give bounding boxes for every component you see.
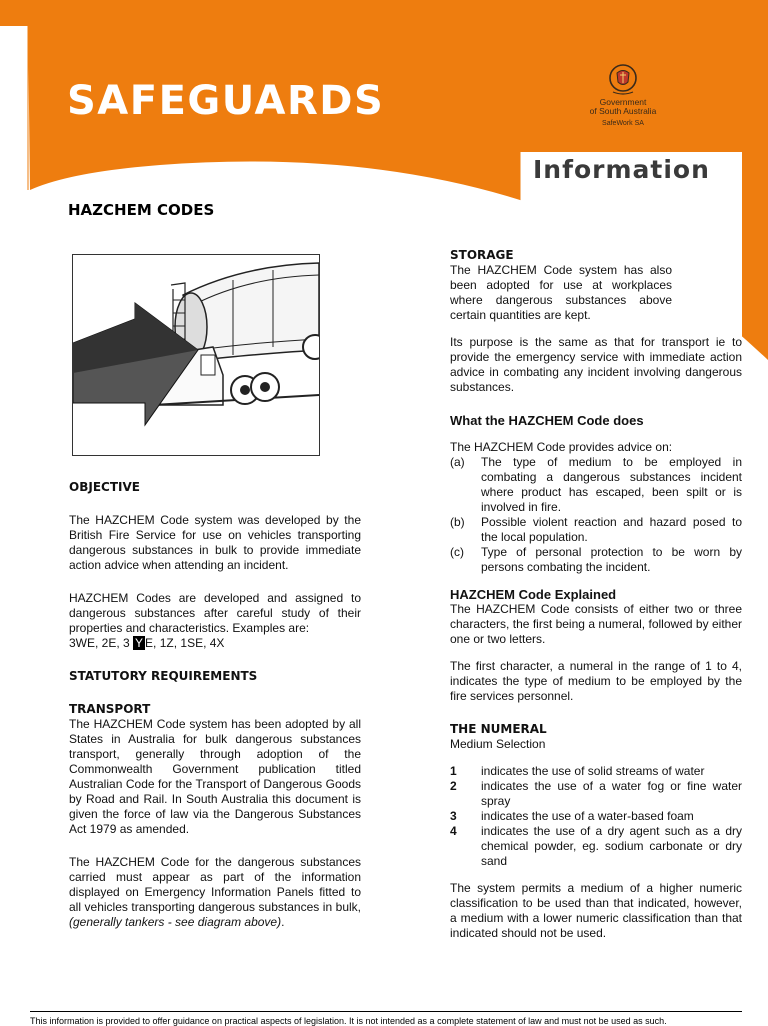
examples-highlight: Y — [135, 636, 144, 650]
advice-list-item — [450, 545, 742, 575]
transport-p2-main: The HAZCHEM Code for the dangerous substances carried must appear as part of the information displayed on Emergency Information Panels fitted to all vehicles transporting dangerous substances in bulk, — [69, 855, 361, 914]
logo-text-state: of South Australia — [589, 106, 657, 116]
objective-heading: OBJECTIVE — [69, 480, 140, 494]
numeral-list-item — [450, 809, 742, 824]
advice-list-item — [450, 455, 742, 515]
transport-p2-end: . — [281, 915, 285, 929]
transport-paragraph-2 — [69, 855, 361, 930]
what-code-does-heading: What the HAZCHEM Code does — [450, 413, 644, 428]
coat-of-arms-icon — [608, 62, 638, 96]
what-code-does-intro: The HAZCHEM Code provides advice on: — [450, 440, 673, 454]
hazchem-examples — [69, 636, 361, 651]
storage-paragraph-1: The HAZCHEM Code system has also been adopted for use at workplaces where dangerous substances above certain quantities are kept. — [450, 263, 672, 322]
numeral-number: 4 — [450, 824, 457, 838]
numeral-number: 3 — [450, 809, 457, 823]
footer-divider — [30, 1011, 742, 1012]
tanker-figure — [72, 254, 320, 456]
brand-title: SAFEGUARDS — [67, 78, 385, 124]
storage-paragraph-2: Its purpose is the same as that for transport ie to provide the emergency service with immediate action advice in combating any incident involving dangerous substances. — [450, 335, 742, 394]
numeral-closing-paragraph: The system permits a medium of a higher numeric classification to be used than that indicated, however, a medium with a lower numeric classification than that indicated should not be used. — [450, 881, 742, 940]
numeral-list-item — [450, 824, 742, 869]
logo-text-government: Government — [599, 97, 647, 107]
advice-mark: (c) — [450, 545, 464, 559]
storage-heading: STORAGE — [450, 248, 514, 262]
logo-text-agency: SafeWork SA — [602, 120, 644, 127]
advice-text: The type of medium to be employed in combating a dangerous substances incident where product has escaped, been spilt or is involved in fire. — [481, 455, 742, 514]
objective-paragraph-1: The HAZCHEM Code system was developed by the British Fire Service for use on vehicles transporting dangerous substances in bulk to provide immediate action advice when attending an incident. — [69, 513, 361, 572]
advice-list-item — [450, 515, 742, 545]
right-column — [450, 248, 742, 941]
examples-pre: 3WE, 2E, 3 — [69, 636, 134, 650]
advice-text: Possible violent reaction and hazard posed to the local population. — [481, 515, 742, 544]
numeral-text: indicates the use of a dry agent such as a dry chemical powder, eg. sodium carbonate or dry sand — [481, 824, 742, 868]
numeral-list-item — [450, 779, 742, 809]
numeral-text: indicates the use of a water fog or fine water spray — [481, 779, 742, 808]
numeral-text: indicates the use of a water-based foam — [481, 809, 694, 823]
code-explained-heading: HAZCHEM Code Explained — [450, 587, 617, 602]
numeral-heading: THE NUMERAL — [450, 722, 547, 736]
numeral-text: indicates the use of solid streams of water — [481, 764, 705, 778]
code-explained-paragraph-2: The first character, a numeral in the range of 1 to 4, indicates the type of medium to be employed by the fire services personnel. — [450, 659, 742, 703]
left-column — [69, 480, 361, 930]
tanker-truck-arrow-icon — [73, 255, 319, 455]
numeral-number: 1 — [450, 764, 457, 778]
transport-p2-italic: (generally tankers - see diagram above) — [69, 915, 282, 929]
transport-paragraph-1: The HAZCHEM Code system has been adopted by all States in Australia for bulk dangerous substances transport, generally through adoption of the Commonwealth Government publication titled Australian Code for the Transport of Dangerous Goods by Road and Rail. In South Australia this document is given the force of law via the Dangerous Substances Act 1979 as amended. — [69, 717, 361, 836]
numeral-number: 2 — [450, 779, 457, 793]
advice-text: Type of personal protection to be worn by persons combating the incident. — [481, 545, 742, 574]
objective-paragraph-2: HAZCHEM Codes are developed and assigned to dangerous substances after careful study of their properties and characteristics. Examples are: — [69, 591, 361, 635]
advice-mark: (b) — [450, 515, 465, 529]
transport-heading: TRANSPORT — [69, 702, 151, 716]
code-explained-paragraph-1: The HAZCHEM Code consists of either two or three characters, the first being a numeral, followed by either one or two letters. — [450, 602, 742, 646]
advice-mark: (a) — [450, 455, 465, 469]
document-title: HAZCHEM CODES — [68, 201, 215, 219]
government-logo — [580, 62, 666, 128]
numeral-list-item — [450, 764, 742, 779]
numeral-subheading: Medium Selection — [450, 737, 546, 751]
information-tab-label: Information — [533, 155, 710, 184]
statutory-heading: STATUTORY REQUIREMENTS — [69, 669, 258, 683]
examples-post: E, 1Z, 1SE, 4X — [145, 636, 225, 650]
footer-disclaimer: This information is provided to offer guidance on practical aspects of legislation. It is not intended as a complete statement of law and must not be used as such. — [30, 1016, 667, 1026]
